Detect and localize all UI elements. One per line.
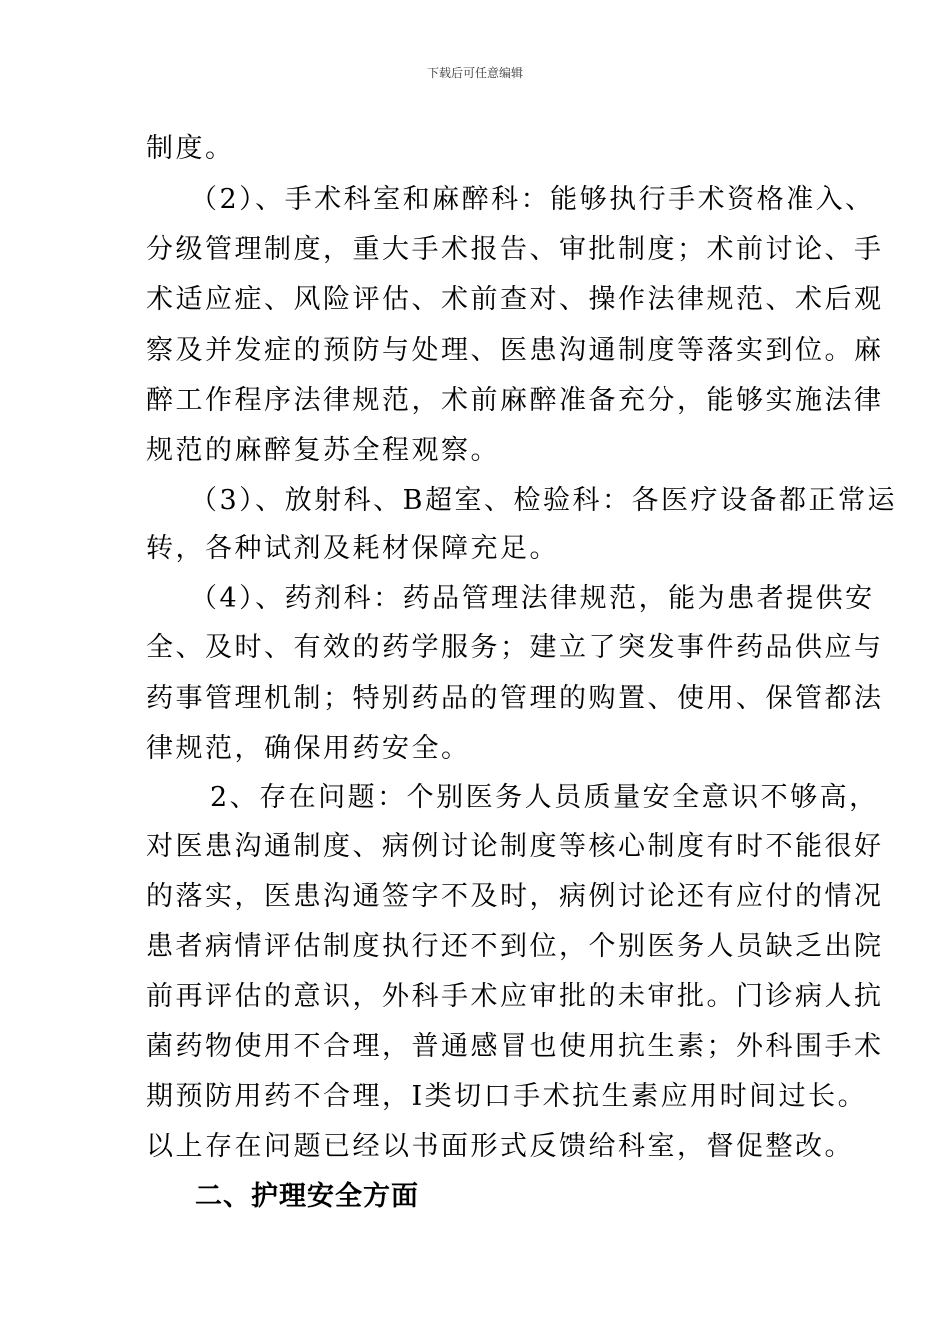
- text-line: 以上存在问题已经以书面形式反馈给科室，督促整改。: [146, 1131, 854, 1162]
- text-line: （2）、手术科室和麻醉科：能够执行手术资格准入、: [190, 184, 875, 215]
- text-line: 对医患沟通制度、病例讨论制度等核心制度有时不能很好: [146, 831, 884, 862]
- page-header-note: 下载后可任意编辑: [426, 66, 523, 80]
- text-line: 分级管理制度，重大手术报告、审批制度；术前讨论、手: [146, 234, 884, 265]
- text-line: 患者病情评估制度执行还不到位，个别医务人员缺乏出院: [146, 931, 884, 962]
- text-line: 期预防用药不合理，Ⅰ类切口手术抗生素应用时间过长。: [146, 1081, 868, 1112]
- text-line: 律规范，确保用药安全。: [146, 733, 471, 764]
- text-line: 菌药物使用不合理，普通感冒也使用抗生素；外科围手术: [146, 1031, 884, 1062]
- section-heading: 二、护理安全方面: [195, 1181, 419, 1212]
- text-line: 醉工作程序法律规范，术前麻醉准备充分，能够实施法律: [146, 385, 884, 416]
- text-line: 察及并发症的预防与处理、医患沟通制度等落实到位。麻: [146, 335, 884, 366]
- text-line: 制度。: [146, 133, 235, 164]
- text-line: （4）、药剂科：药品管理法律规范，能为患者提供安: [190, 583, 875, 614]
- text-line: 药事管理机制；特别药品的管理的购置、使用、保管都法: [146, 683, 884, 714]
- text-line: 转，各种试剂及耗材保障充足。: [146, 533, 559, 564]
- text-line: 规范的麻醉复苏全程观察。: [146, 435, 500, 466]
- text-line: 的落实，医患沟通签字不及时，病例讨论还有应付的情况: [146, 881, 884, 912]
- text-line: （3）、放射科、B超室、检验科：各医疗设备都正常运: [190, 485, 898, 516]
- text-line: 全、及时、有效的药学服务；建立了突发事件药品供应与: [146, 632, 884, 663]
- text-line: 术适应症、风险评估、术前查对、操作法律规范、术后观: [146, 284, 884, 315]
- text-line: 前再评估的意识，外科手术应审批的未审批。门诊病人抗: [146, 981, 884, 1012]
- text-line: 2、存在问题：个别医务人员质量安全意识不够高，: [210, 782, 879, 813]
